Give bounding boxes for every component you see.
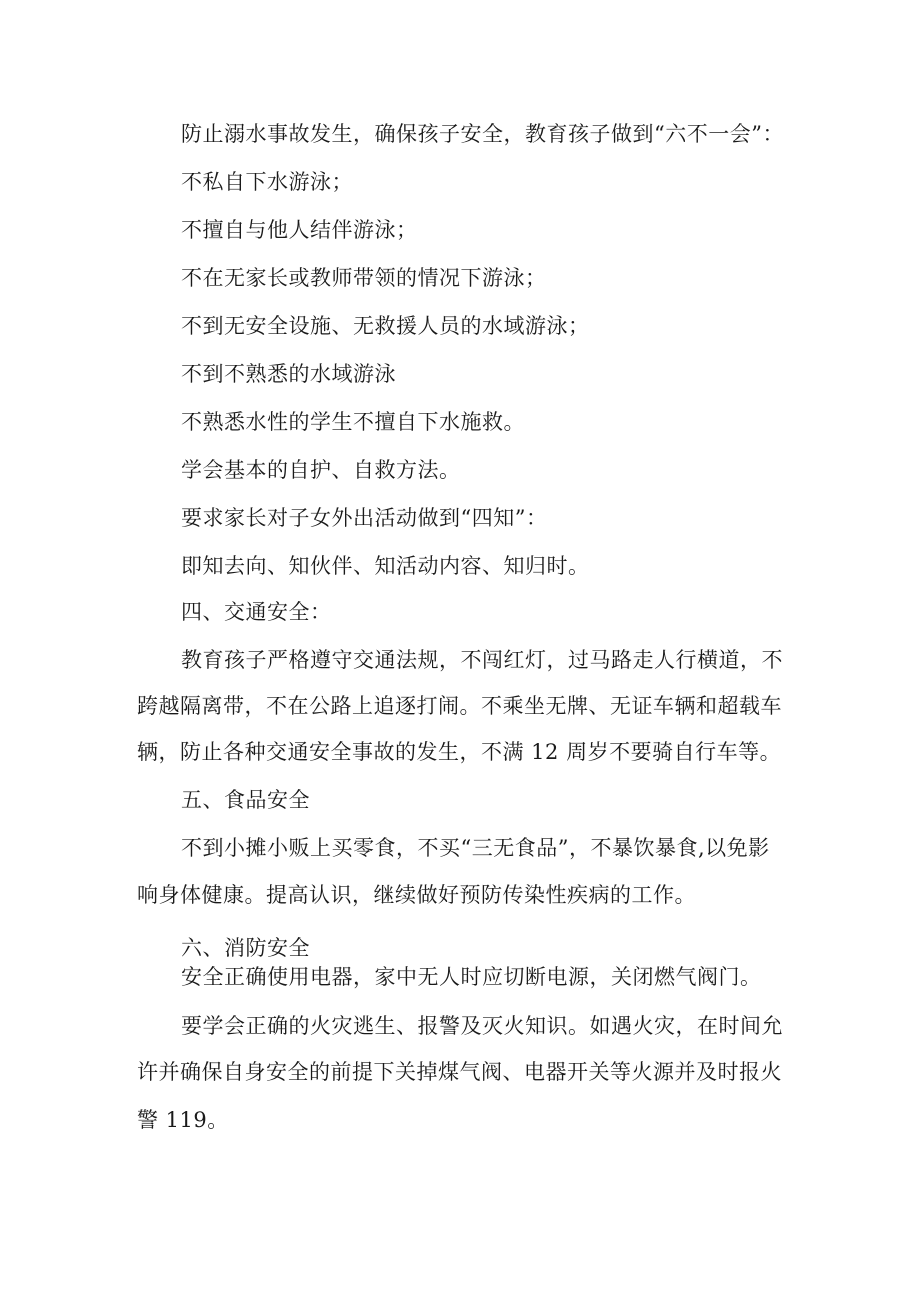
traffic-paragraph-line-1: 教育孩子严格遵守交通法规，不闯红灯，过马路走人行横道，不 xyxy=(181,648,783,672)
rule-no-unsafe-waters: 不到无安全设施、无救援人员的水域游泳； xyxy=(181,314,590,338)
four-knows-list: 即知去向、知伙伴、知活动内容、知归时。 xyxy=(181,554,590,578)
section-fire-safety-heading: 六、消防安全 xyxy=(181,936,310,960)
food-paragraph-line-1: 不到小摊小贩上买零食，不买“三无食品”，不暴饮暴食,以免影 xyxy=(181,836,770,860)
section-traffic-safety-heading: 四、交通安全： xyxy=(181,600,332,624)
drowning-intro: 防止溺水事故发生，确保孩子安全，教育孩子做到“六不一会”： xyxy=(181,122,784,146)
traffic-paragraph-line-3: 辆，防止各种交通安全事故的发生，不满 12 周岁不要骑自行车等。 xyxy=(137,740,782,764)
rule-no-group-swim: 不擅自与他人结伴游泳； xyxy=(181,218,418,242)
fire-paragraph-line-1: 要学会正确的火灾逃生、报警及灭火知识。如遇火灾，在时间允 xyxy=(181,1014,783,1038)
parents-four-knows: 要求家长对子女外出活动做到“四知”： xyxy=(181,506,548,530)
food-paragraph-line-2: 响身体健康。提高认识，继续做好预防传染性疾病的工作。 xyxy=(137,883,696,907)
rule-no-private-swim: 不私自下水游泳； xyxy=(181,170,353,194)
fire-appliance-line: 安全正确使用电器，家中无人时应切断电源，关闭燃气阀门。 xyxy=(181,965,762,989)
fire-paragraph-line-2: 许并确保自身安全的前提下关掉煤气阀、电器开关等火源并及时报火 xyxy=(137,1060,782,1084)
rule-learn-self-rescue: 学会基本的自护、自救方法。 xyxy=(181,458,461,482)
rule-no-unfamiliar-waters: 不到不熟悉的水域游泳 xyxy=(181,362,396,386)
section-food-safety-heading: 五、食品安全 xyxy=(181,788,310,812)
traffic-paragraph-line-2: 跨越隔离带，不在公路上追逐打闹。不乘坐无牌、无证车辆和超载车 xyxy=(137,694,782,718)
fire-paragraph-line-3: 警 119。 xyxy=(137,1108,229,1132)
rule-no-unsupervised-swim: 不在无家长或教师带领的情况下游泳； xyxy=(181,266,547,290)
rule-no-unskilled-rescue: 不熟悉水性的学生不擅自下水施救。 xyxy=(181,410,525,434)
